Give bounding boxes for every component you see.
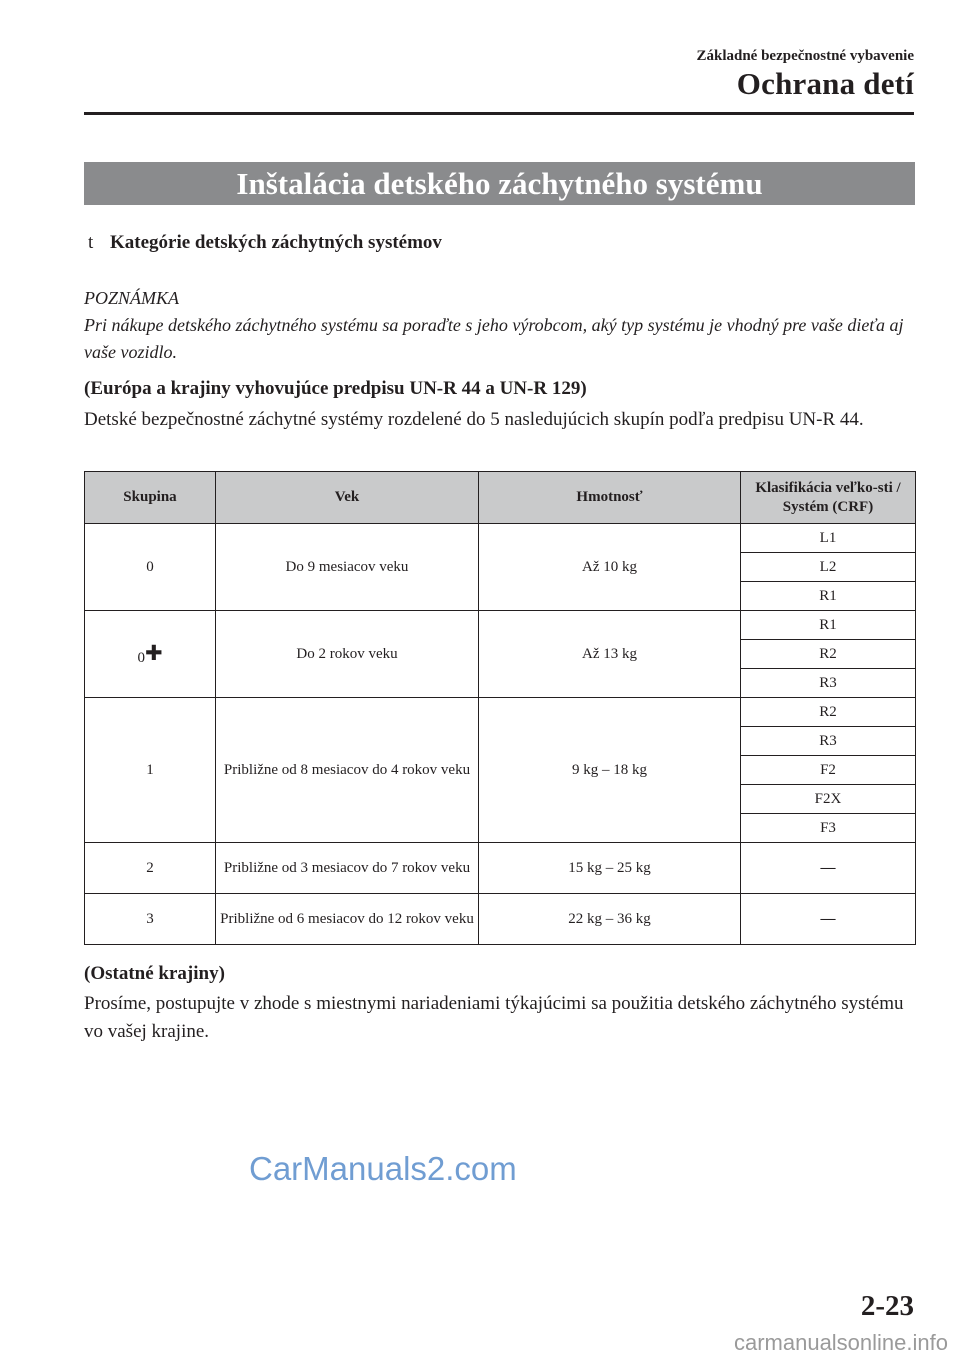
cell-class: R3 [741,727,916,756]
note-title: POZNÁMKA [84,288,180,308]
running-header-chapter: Ochrana detí [736,66,914,101]
bullet-marker: t [88,232,94,253]
cell-weight: 9 kg – 18 kg [479,698,741,843]
cell-class: F2 [741,756,916,785]
note-text: Pri nákupe detského záchytného systému sa poraďte s jeho výrobcom, aký typ systému je vhodný pre vaše dieťa aj vaše vozidlo. [84,315,904,362]
cell-group [85,611,216,698]
header-group: Skupina [85,472,216,524]
table-row [85,698,916,727]
cell-group: 3 [85,894,216,945]
cell-weight: 15 kg – 25 kg [479,843,741,894]
cell-group: 1 [85,698,216,843]
watermark: CarManuals2.com [249,1150,517,1187]
cell-class: — [741,843,916,894]
cell-age: Do 9 mesiacov veku [216,524,479,611]
group-table [84,471,916,945]
header-weight: Hmotnosť [479,472,741,524]
table-row [85,894,916,945]
cell-class: F2X [741,785,916,814]
cell-class: — [741,894,916,945]
cell-class: R2 [741,698,916,727]
other-heading: (Ostatné krajiny) [84,963,225,984]
table-row [85,843,916,894]
cell-age: Približne od 3 mesiacov do 7 rokov veku [216,843,479,894]
header-class: Klasifikácia veľko-sti / Systém (CRF) [741,472,916,524]
cell-group: 2 [85,843,216,894]
cell-age: Približne od 6 mesiacov do 12 rokov veku [216,894,479,945]
cell-age: Približne od 8 mesiacov do 4 rokov veku [216,698,479,843]
plus-icon: ✚ [144,641,163,665]
table-header-row [85,472,916,524]
header-rule [84,112,914,115]
cell-class: L2 [741,553,916,582]
cell-weight: Až 10 kg [479,524,741,611]
cell-class: R2 [741,640,916,669]
table-row [85,611,916,640]
cell-age: Do 2 rokov veku [216,611,479,698]
page-number: 2-23 [860,1290,914,1322]
cell-class: L1 [741,524,916,553]
cell-class: F3 [741,814,916,843]
cell-weight: Až 13 kg [479,611,741,698]
europe-paragraph: Detské bezpečnostné záchytné systémy rozdelené do 5 nasledujúcich skupín podľa predpisu UN-R 44. [84,409,864,430]
cell-class: R1 [741,611,916,640]
other-paragraph: Prosíme, postupujte v zhode s miestnymi nariadeniami týkajúcimi sa použitia detského záchytného systému vo vašej krajine. [84,993,904,1042]
cell-class: R1 [741,582,916,611]
cell-weight: 22 kg – 36 kg [479,894,741,945]
cell-class: R3 [741,669,916,698]
europe-heading: (Európa a krajiny vyhovujúce predpisu UN-R 44 a UN-R 129) [84,378,587,399]
cell-group: 0 [85,524,216,611]
group-label: 0 [137,650,145,666]
footer-watermark: carmanualsonline.info [733,1330,948,1355]
running-header-section: Základné bezpečnostné vybavenie [696,48,914,64]
subheading-text: Kategórie detských záchytných systémov [110,232,442,253]
header-age: Vek [216,472,479,524]
section-banner: Inštalácia detského záchytného systému [84,162,915,205]
subheading [88,232,442,254]
table-row [85,524,916,553]
